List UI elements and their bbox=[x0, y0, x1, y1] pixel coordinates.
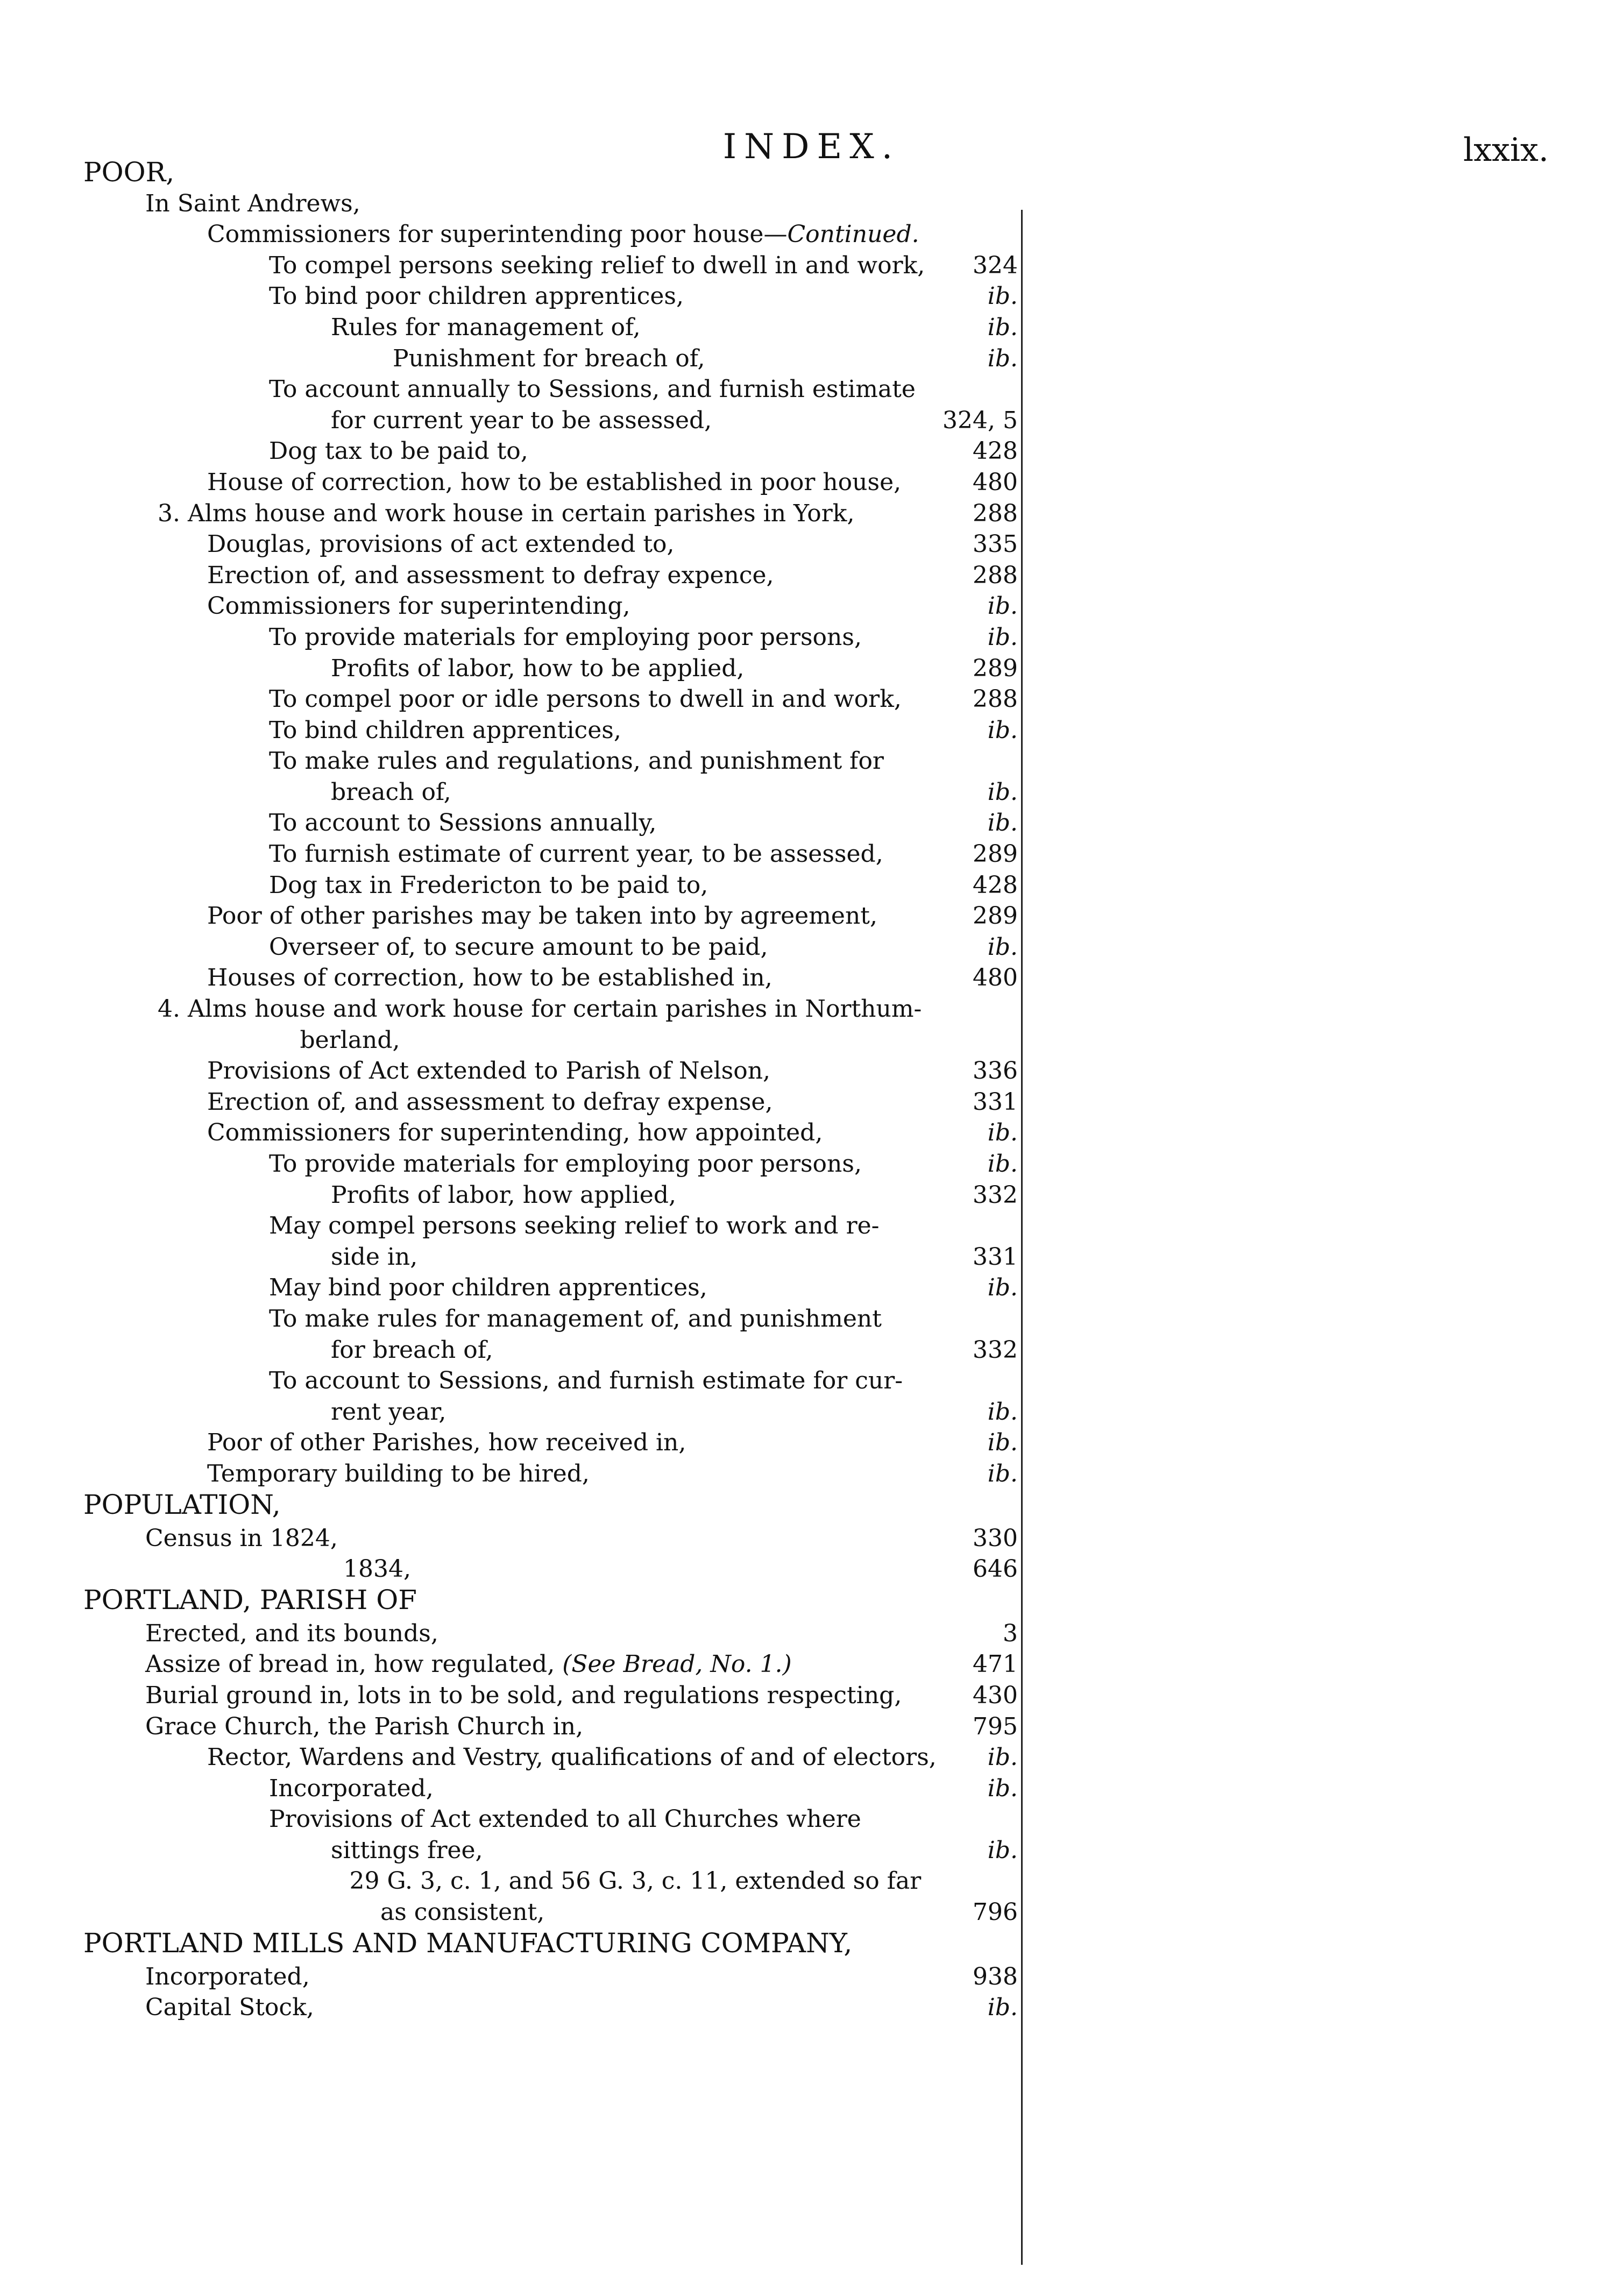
entry-page-reference: ib. bbox=[987, 1429, 1018, 1457]
entry-text bbox=[145, 1649, 792, 1680]
entry-text bbox=[269, 1272, 707, 1303]
index-entry bbox=[0, 653, 1623, 684]
entry-page-reference: 480 bbox=[973, 964, 1018, 992]
index-entry bbox=[0, 994, 1623, 1025]
entry-page-reference: 428 bbox=[973, 437, 1018, 465]
index-heading bbox=[0, 1928, 1623, 1961]
index-entry bbox=[0, 684, 1623, 715]
index-entry bbox=[0, 405, 1623, 436]
entry-page-reference: 795 bbox=[973, 1712, 1018, 1740]
index-entry bbox=[0, 1180, 1623, 1211]
index-entry bbox=[0, 436, 1623, 467]
entry-text bbox=[331, 1180, 676, 1211]
entry-label: Incorporated, bbox=[145, 1962, 310, 1990]
entry-page-reference: ib. bbox=[987, 623, 1018, 651]
entry-label: Incorporated, bbox=[269, 1774, 434, 1802]
entry-label: To compel persons seeking relief to dwell in and work, bbox=[269, 251, 925, 279]
index-entry bbox=[0, 1055, 1623, 1087]
index-entry bbox=[0, 962, 1623, 994]
entry-page-reference: 288 bbox=[973, 499, 1018, 527]
entry-text bbox=[207, 219, 919, 250]
entry-page-reference: 288 bbox=[973, 561, 1018, 589]
entry-text bbox=[269, 1210, 880, 1242]
index-entry bbox=[0, 312, 1623, 343]
entry-page-reference: 331 bbox=[973, 1243, 1018, 1271]
entry-text bbox=[300, 1025, 400, 1056]
entry-text bbox=[269, 1365, 903, 1397]
entry-text bbox=[83, 1490, 281, 1521]
entry-label: berland, bbox=[300, 1026, 400, 1054]
entry-page-reference: ib. bbox=[987, 1398, 1018, 1426]
entry-page-reference: ib. bbox=[987, 716, 1018, 744]
index-entry bbox=[0, 839, 1623, 870]
entry-page-reference: ib. bbox=[987, 1836, 1018, 1864]
entry-label: sittings free, bbox=[331, 1836, 483, 1864]
index-entry bbox=[0, 1866, 1623, 1897]
entry-label: 3. Alms house and work house in certain parishes in York, bbox=[158, 499, 855, 527]
index-heading bbox=[0, 1585, 1623, 1618]
entry-text bbox=[145, 1961, 310, 1993]
entry-page-reference: 330 bbox=[973, 1524, 1018, 1552]
index-entry bbox=[0, 1427, 1623, 1458]
entry-text bbox=[158, 498, 854, 529]
entry-label: POPULATION, bbox=[83, 1489, 281, 1520]
entry-page-reference: ib. bbox=[987, 1150, 1018, 1178]
entry-text bbox=[380, 1897, 544, 1928]
entry-page-reference: ib. bbox=[987, 1744, 1018, 1771]
index-entry bbox=[0, 622, 1623, 653]
index-entry bbox=[0, 1773, 1623, 1804]
entry-page-reference: ib. bbox=[987, 344, 1018, 372]
entry-text bbox=[207, 467, 901, 498]
index-entry bbox=[0, 1242, 1623, 1273]
entry-label: Erection of, and assessment to defray expense, bbox=[207, 1088, 773, 1116]
index-entry bbox=[0, 188, 1623, 219]
entry-page-reference: ib. bbox=[987, 1994, 1018, 2022]
entry-text bbox=[145, 1711, 583, 1742]
entry-page-reference: 332 bbox=[973, 1181, 1018, 1209]
entry-text bbox=[331, 1397, 446, 1428]
entry-label: Profits of labor, how to be applied, bbox=[331, 654, 745, 682]
index-entry bbox=[0, 1835, 1623, 1866]
entry-label: To account to Sessions annually, bbox=[269, 809, 657, 837]
index-entry bbox=[0, 1897, 1623, 1928]
entry-text bbox=[331, 653, 744, 684]
entry-text bbox=[269, 932, 768, 963]
entry-label: Erection of, and assessment to defray expence, bbox=[207, 561, 774, 589]
index-entry bbox=[0, 1025, 1623, 1056]
entry-italic-note: Continued. bbox=[787, 221, 919, 249]
entry-text bbox=[269, 622, 862, 653]
index-entry bbox=[0, 715, 1623, 746]
entry-page-reference: ib. bbox=[987, 933, 1018, 961]
entry-text bbox=[269, 1773, 434, 1804]
index-entry bbox=[0, 1397, 1623, 1428]
entry-page-reference: ib. bbox=[987, 1274, 1018, 1302]
entry-text bbox=[269, 250, 925, 281]
index-entry bbox=[0, 1680, 1623, 1711]
index-entry bbox=[0, 1711, 1623, 1742]
entry-label: rent year, bbox=[331, 1398, 446, 1426]
index-entry bbox=[0, 870, 1623, 901]
entry-label: Rules for management of, bbox=[331, 313, 641, 341]
entry-label: side in, bbox=[331, 1243, 418, 1271]
entry-label: Commissioners for superintending, bbox=[207, 592, 630, 620]
entry-label: PORTLAND, PARISH OF bbox=[83, 1584, 417, 1615]
entry-page-reference: 324 bbox=[973, 251, 1018, 279]
entry-page-reference: ib. bbox=[987, 1459, 1018, 1487]
entry-text bbox=[269, 746, 884, 777]
index-entry bbox=[0, 1303, 1623, 1335]
index-entry bbox=[0, 1523, 1623, 1554]
entry-label: To bind children apprentices, bbox=[269, 716, 621, 744]
entry-label: 29 G. 3, c. 1, and 56 G. 3, c. 11, extended so far bbox=[349, 1867, 922, 1895]
entry-label: Punishment for breach of, bbox=[393, 344, 705, 372]
entry-text bbox=[207, 1055, 770, 1087]
entry-page-reference: ib. bbox=[987, 1774, 1018, 1802]
entry-text bbox=[207, 1117, 823, 1149]
index-entry bbox=[0, 1365, 1623, 1397]
entry-page-reference: 938 bbox=[973, 1962, 1018, 1990]
entry-text bbox=[269, 870, 708, 901]
entry-label: Commissioners for superintending, how appointed, bbox=[207, 1119, 823, 1147]
entry-text bbox=[207, 901, 877, 932]
index-entry bbox=[0, 777, 1623, 808]
entry-label: Provisions of Act extended to Parish of Nelson, bbox=[207, 1057, 771, 1085]
entry-page-reference: 430 bbox=[973, 1681, 1018, 1709]
entry-text bbox=[145, 188, 360, 219]
entry-page-reference: 336 bbox=[973, 1057, 1018, 1085]
entry-label: House of correction, how to be established in poor house, bbox=[207, 468, 902, 496]
entry-page-reference: ib. bbox=[987, 313, 1018, 341]
index-entry bbox=[0, 807, 1623, 839]
entry-text bbox=[269, 374, 916, 405]
index-entry bbox=[0, 1210, 1623, 1242]
entry-label: POOR, bbox=[83, 157, 175, 188]
entry-label: Dog tax in Fredericton to be paid to, bbox=[269, 871, 708, 899]
entry-label: To provide materials for employing poor persons, bbox=[269, 1150, 862, 1178]
entry-text bbox=[331, 1335, 493, 1366]
index-entry bbox=[0, 1335, 1623, 1366]
entry-label: May compel persons seeking relief to work and re- bbox=[269, 1212, 880, 1240]
entry-label: Douglas, provisions of act extended to, bbox=[207, 530, 675, 558]
entry-text bbox=[331, 777, 451, 808]
entry-label: Grace Church, the Parish Church in, bbox=[145, 1712, 584, 1740]
index-entry bbox=[0, 746, 1623, 777]
entry-text bbox=[269, 1303, 882, 1335]
entry-page-reference: ib. bbox=[987, 809, 1018, 837]
index-entry bbox=[0, 250, 1623, 281]
index-entry bbox=[0, 1554, 1623, 1585]
index-entries bbox=[0, 157, 1623, 2023]
entry-text bbox=[331, 312, 641, 343]
index-entry bbox=[0, 1458, 1623, 1490]
entry-text bbox=[393, 343, 705, 374]
entry-label: breach of, bbox=[331, 778, 451, 806]
entry-text bbox=[269, 715, 621, 746]
entry-label: To make rules and regulations, and punishment for bbox=[269, 747, 884, 775]
entry-page-reference: 335 bbox=[973, 530, 1018, 558]
entry-label: Poor of other Parishes, how received in, bbox=[207, 1429, 686, 1457]
entry-page-reference: ib. bbox=[987, 1119, 1018, 1147]
entry-label: Provisions of Act extended to all Churches where bbox=[269, 1805, 861, 1833]
entry-text bbox=[145, 1618, 438, 1649]
entry-label: In Saint Andrews, bbox=[145, 189, 360, 217]
entry-text bbox=[269, 807, 656, 839]
entry-text bbox=[83, 1928, 852, 1959]
index-heading bbox=[0, 1490, 1623, 1523]
entry-page-reference: 428 bbox=[973, 871, 1018, 899]
entry-text bbox=[158, 994, 922, 1025]
entry-text bbox=[207, 529, 675, 560]
entry-label: To compel poor or idle persons to dwell in and work, bbox=[269, 685, 902, 713]
entry-text bbox=[207, 1742, 937, 1773]
index-entry bbox=[0, 281, 1623, 312]
entry-page-reference: ib. bbox=[987, 592, 1018, 620]
entry-page-reference: 471 bbox=[973, 1650, 1018, 1678]
index-entry bbox=[0, 1961, 1623, 1993]
index-entry bbox=[0, 467, 1623, 498]
entry-text bbox=[207, 1458, 590, 1490]
entry-page-reference: 289 bbox=[973, 654, 1018, 682]
index-entry bbox=[0, 1117, 1623, 1149]
index-entry bbox=[0, 932, 1623, 963]
entry-text bbox=[331, 405, 712, 436]
index-entry bbox=[0, 1618, 1623, 1649]
index-entry bbox=[0, 1804, 1623, 1835]
entry-page-reference: 332 bbox=[973, 1336, 1018, 1364]
entry-text bbox=[145, 1992, 314, 2023]
entry-text bbox=[207, 591, 630, 622]
entry-label: To account annually to Sessions, and furnish estimate bbox=[269, 375, 916, 403]
entry-label: To provide materials for employing poor persons, bbox=[269, 623, 862, 651]
entry-text bbox=[145, 1680, 902, 1711]
index-entry bbox=[0, 1149, 1623, 1180]
entry-label: Census in 1824, bbox=[145, 1524, 338, 1552]
entry-text bbox=[207, 560, 774, 591]
entry-page-reference: 646 bbox=[973, 1555, 1018, 1583]
entry-page-reference: 480 bbox=[973, 468, 1018, 496]
entry-text bbox=[350, 1866, 922, 1897]
entry-label: To account to Sessions, and furnish estimate for cur- bbox=[269, 1367, 903, 1395]
entry-text bbox=[269, 1149, 862, 1180]
entry-text bbox=[207, 962, 772, 994]
index-entry bbox=[0, 1649, 1623, 1680]
index-entry bbox=[0, 1272, 1623, 1303]
entry-page-reference: ib. bbox=[987, 282, 1018, 310]
entry-label: To make rules for management of, and punishment bbox=[269, 1305, 882, 1333]
entry-label: for current year to be assessed, bbox=[331, 406, 712, 434]
entry-label: To furnish estimate of current year, to be assessed, bbox=[269, 840, 883, 868]
entry-label: Burial ground in, lots in to be sold, and regulations respecting, bbox=[145, 1681, 902, 1709]
index-entry bbox=[0, 560, 1623, 591]
entry-page-reference: 288 bbox=[973, 685, 1018, 713]
entry-label: Commissioners for superintending poor house— bbox=[207, 221, 788, 249]
index-entry bbox=[0, 529, 1623, 560]
index-entry bbox=[0, 1742, 1623, 1773]
entry-text bbox=[83, 1585, 417, 1616]
entry-label: May bind poor children apprentices, bbox=[269, 1274, 707, 1302]
entry-label: Houses of correction, how to be established in, bbox=[207, 964, 772, 992]
index-entry bbox=[0, 591, 1623, 622]
index-entry bbox=[0, 219, 1623, 250]
entry-label: Erected, and its bounds, bbox=[145, 1619, 438, 1647]
entry-text bbox=[269, 1804, 861, 1835]
entry-page-reference: 3 bbox=[1003, 1619, 1018, 1647]
page-title: INDEX. bbox=[722, 127, 901, 167]
entry-label: Profits of labor, how applied, bbox=[331, 1181, 676, 1209]
entry-label: 1834, bbox=[343, 1555, 411, 1583]
entry-text bbox=[269, 436, 528, 467]
entry-page-reference: 324, 5 bbox=[942, 406, 1018, 434]
entry-label: 4. Alms house and work house for certain parishes in Northum- bbox=[158, 995, 922, 1023]
index-heading bbox=[0, 157, 1623, 188]
index-entry bbox=[0, 343, 1623, 374]
index-entry bbox=[0, 374, 1623, 405]
entry-italic-note: (See Bread, No. 1.) bbox=[562, 1650, 792, 1678]
entry-page-reference: 289 bbox=[973, 902, 1018, 930]
entry-text bbox=[269, 839, 883, 870]
page-number: lxxix. bbox=[1463, 131, 1549, 169]
entry-label: Capital Stock, bbox=[145, 1994, 314, 2022]
entry-page-reference: 331 bbox=[973, 1088, 1018, 1116]
index-entry bbox=[0, 1087, 1623, 1118]
entry-label: Dog tax to be paid to, bbox=[269, 437, 528, 465]
entry-label: PORTLAND MILLS AND MANUFACTURING COMPANY, bbox=[83, 1927, 853, 1959]
entry-text bbox=[343, 1554, 411, 1585]
entry-text bbox=[145, 1523, 338, 1554]
entry-label: Temporary building to be hired, bbox=[207, 1459, 590, 1487]
entry-text bbox=[207, 1427, 686, 1458]
entry-text bbox=[331, 1242, 417, 1273]
entry-text bbox=[207, 1087, 772, 1118]
entry-page-reference: ib. bbox=[987, 778, 1018, 806]
entry-text bbox=[83, 157, 174, 188]
index-entry bbox=[0, 498, 1623, 529]
entry-label: Rector, Wardens and Vestry, qualifications of and of electors, bbox=[207, 1744, 937, 1771]
index-entry bbox=[0, 1992, 1623, 2023]
entry-label: as consistent, bbox=[380, 1898, 545, 1926]
entry-label: Assize of bread in, how regulated, bbox=[145, 1650, 563, 1678]
entry-text bbox=[269, 684, 902, 715]
entry-label: Poor of other parishes may be taken into by agreement, bbox=[207, 902, 877, 930]
entry-page-reference: 796 bbox=[973, 1898, 1018, 1926]
entry-page-reference: 289 bbox=[973, 840, 1018, 868]
index-entry bbox=[0, 901, 1623, 932]
entry-text bbox=[331, 1835, 483, 1866]
entry-label: Overseer of, to secure amount to be paid, bbox=[269, 933, 768, 961]
entry-text bbox=[269, 281, 684, 312]
entry-label: To bind poor children apprentices, bbox=[269, 282, 684, 310]
entry-label: for breach of, bbox=[331, 1336, 493, 1364]
